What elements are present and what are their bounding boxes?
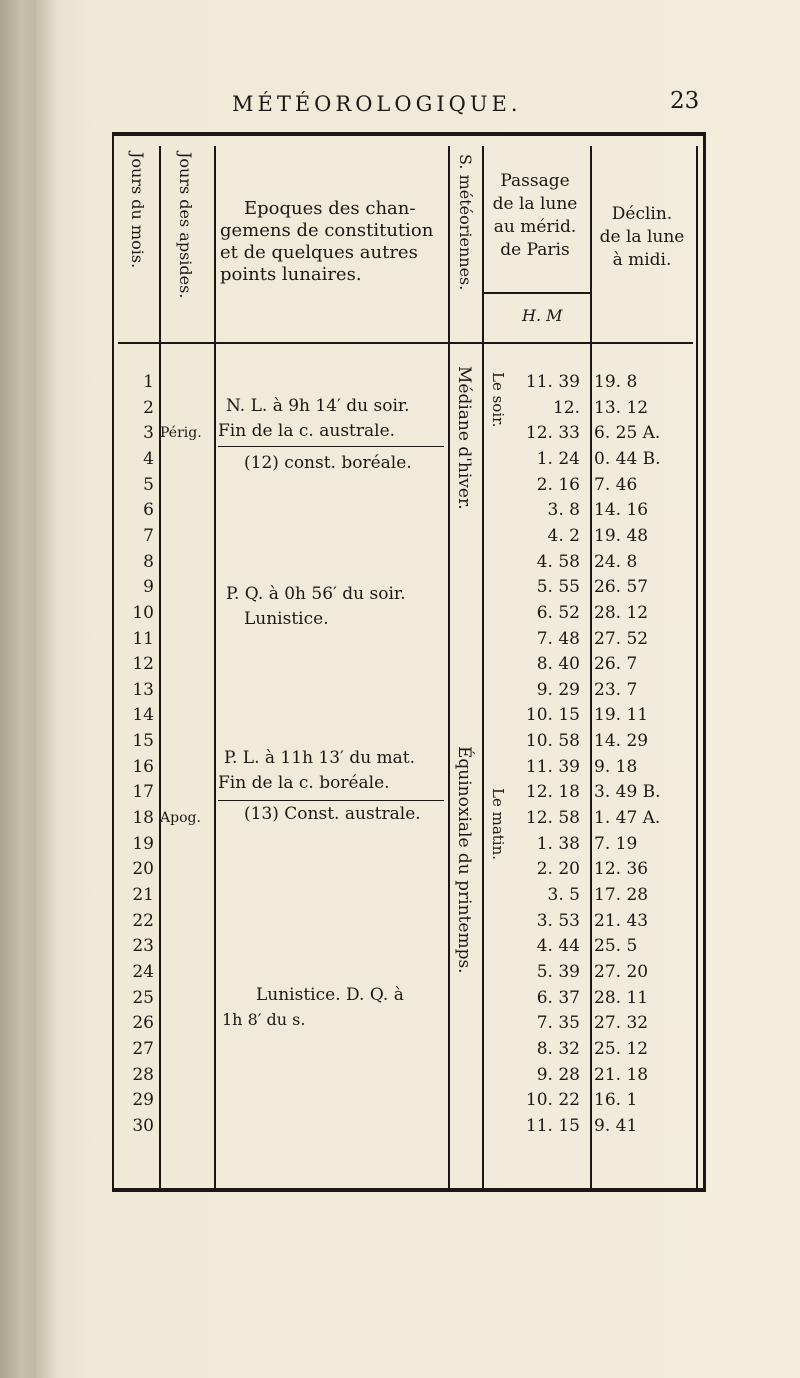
day-number: 21 <box>132 885 154 905</box>
running-title: MÉTÉOROLOGIQUE. <box>232 92 522 116</box>
header-days: Jours du mois. <box>128 152 147 269</box>
passage-time: 7. 48 <box>536 629 580 649</box>
passage-time: 3. 8 <box>547 500 580 520</box>
passage-soir-label: Le soir. <box>489 372 507 428</box>
passage-time: 1. 38 <box>536 834 580 854</box>
declination-value: 21. 43 <box>594 911 649 931</box>
day-number: 9 <box>143 577 154 597</box>
rule-after-epoques <box>448 146 450 1190</box>
page-number: 23 <box>670 88 700 114</box>
passage-time: 4. 58 <box>536 552 580 572</box>
event-lunistice-1: Lunistice. <box>244 609 329 629</box>
day-number: 10 <box>132 603 154 623</box>
header-passage <box>482 170 588 262</box>
passage-time: 2. 16 <box>536 475 580 495</box>
declination-value: 9. 18 <box>594 757 638 777</box>
day-number: 5 <box>143 475 154 495</box>
header-passage-line: de Paris <box>500 240 570 260</box>
day-number: 28 <box>132 1065 154 1085</box>
declination-value: 9. 41 <box>594 1116 638 1136</box>
day-number: 8 <box>143 552 154 572</box>
declination-value: 28. 12 <box>594 603 649 623</box>
event-lunistice-2: Lunistice. D. Q. à <box>256 985 404 1005</box>
passage-time: 7. 35 <box>536 1013 580 1033</box>
event-new-moon: N. L. à 9h 14′ du soir. <box>226 396 410 416</box>
header-epoques-line: gemens de constitution <box>220 220 434 241</box>
declination-value: 25. 5 <box>594 936 638 956</box>
declination-value: 12. 36 <box>594 859 649 879</box>
declination-value: 19. 11 <box>594 705 649 725</box>
header-epoques-line: et de quelques autres <box>220 242 418 263</box>
passage-time: 8. 32 <box>536 1039 580 1059</box>
declination-value: 13. 12 <box>594 398 649 418</box>
smet-equinoxiale-label: Équinoxiale du printemps. <box>454 746 474 974</box>
passage-time: 8. 40 <box>536 654 580 674</box>
day-number: 27 <box>132 1039 154 1059</box>
day-number: 12 <box>132 654 154 674</box>
passage-matin-label: Le matin. <box>489 788 507 861</box>
passage-time: 9. 28 <box>536 1065 580 1085</box>
rule-inner-right <box>696 146 698 1190</box>
passage-time: 10. 22 <box>525 1090 580 1110</box>
event-underline <box>218 800 444 801</box>
declination-value: 25. 12 <box>594 1039 649 1059</box>
passage-time: 1. 24 <box>536 449 580 469</box>
header-declin-line: de la lune <box>599 227 685 247</box>
declination-value: 17. 28 <box>594 885 649 905</box>
day-number: 16 <box>132 757 154 777</box>
smet-mediane-label: Médiane d'hiver. <box>454 366 474 510</box>
declination-value: 21. 18 <box>594 1065 649 1085</box>
event-end-boreale: Fin de la c. boréale. <box>218 773 390 793</box>
header-passage-line: au mérid. <box>493 217 577 237</box>
day-number: 17 <box>132 782 154 802</box>
declination-value: 23. 7 <box>594 680 638 700</box>
passage-time: 12. 33 <box>525 423 580 443</box>
passage-time: 2. 20 <box>536 859 580 879</box>
event-underline <box>218 446 444 447</box>
passage-time: 10. 58 <box>525 731 580 751</box>
day-number: 7 <box>143 526 154 546</box>
header-passage-unit: H. M <box>522 306 563 325</box>
header-declin-line: Déclin. <box>611 204 673 224</box>
declination-value: 6. 25 A. <box>594 423 661 443</box>
passage-time: 9. 29 <box>536 680 580 700</box>
event-full-moon: P. L. à 11h 13′ du mat. <box>224 748 416 768</box>
declination-value: 7. 46 <box>594 475 638 495</box>
day-number: 6 <box>143 500 154 520</box>
apsid-marker: Apog. <box>160 810 201 826</box>
declination-value: 27. 52 <box>594 629 649 649</box>
day-number: 25 <box>132 988 154 1008</box>
day-number: 3 <box>143 423 154 443</box>
declination-value: 14. 16 <box>594 500 649 520</box>
header-epoques-line: Epoques des chan- <box>244 198 416 219</box>
passage-time: 5. 55 <box>536 577 580 597</box>
passage-time: 4. 2 <box>547 526 580 546</box>
header-epoques-line: points lunaires. <box>220 264 362 285</box>
declination-value: 3. 49 B. <box>594 782 661 802</box>
passage-time: 5. 39 <box>536 962 580 982</box>
header-passage-line: Passage <box>500 171 570 191</box>
declination-value: 14. 29 <box>594 731 649 751</box>
declination-value: 24. 8 <box>594 552 638 572</box>
declination-value: 27. 32 <box>594 1013 649 1033</box>
header-bottom-rule <box>118 342 693 344</box>
event-end-austral: Fin de la c. australe. <box>218 421 396 441</box>
header-passage-line: de la lune <box>492 194 578 214</box>
passage-time: 10. 15 <box>525 705 580 725</box>
passage-time: 4. 44 <box>536 936 580 956</box>
book-binding <box>0 0 36 1378</box>
declination-value: 1. 47 A. <box>594 808 661 828</box>
day-number: 26 <box>132 1013 154 1033</box>
day-number: 11 <box>132 629 154 649</box>
rule-after-days <box>159 146 161 1190</box>
event-const-boreale: (12) const. boréale. <box>244 453 412 473</box>
day-number: 19 <box>132 834 154 854</box>
passage-time: 6. 37 <box>536 988 580 1008</box>
day-number: 18 <box>132 808 154 828</box>
passage-time: 6. 52 <box>536 603 580 623</box>
declination-value: 0. 44 B. <box>594 449 661 469</box>
rule-after-apsides <box>214 146 216 1190</box>
day-number: 14 <box>132 705 154 725</box>
day-number: 24 <box>132 962 154 982</box>
day-number: 13 <box>132 680 154 700</box>
passage-time: 3. 5 <box>547 885 580 905</box>
day-number: 15 <box>132 731 154 751</box>
day-number: 22 <box>132 911 154 931</box>
passage-time: 11. 39 <box>525 372 580 392</box>
day-number: 1 <box>143 372 154 392</box>
day-number: 23 <box>132 936 154 956</box>
passage-time: 3. 53 <box>536 911 580 931</box>
declination-value: 7. 19 <box>594 834 638 854</box>
header-declin-line: à midi. <box>612 250 672 270</box>
day-number: 30 <box>132 1116 154 1136</box>
header-epoques <box>220 198 448 286</box>
declination-value: 19. 8 <box>594 372 638 392</box>
rule-after-smet <box>482 146 484 1190</box>
event-first-quarter: P. Q. à 0h 56′ du soir. <box>226 584 406 604</box>
declination-value: 28. 11 <box>594 988 649 1008</box>
declination-value: 19. 48 <box>594 526 649 546</box>
declination-value: 27. 20 <box>594 962 649 982</box>
declination-value: 26. 57 <box>594 577 649 597</box>
passage-time: 11. 39 <box>525 757 580 777</box>
rule-after-passage <box>590 146 592 1190</box>
day-number: 4 <box>143 449 154 469</box>
day-number: 2 <box>143 398 154 418</box>
event-const-australe: (13) Const. australe. <box>244 804 421 824</box>
header-s-meteoriennes: S. météoriennes. <box>456 154 475 291</box>
header-apsides: Jours des apsides. <box>176 152 195 299</box>
day-number: 29 <box>132 1090 154 1110</box>
passage-time: 12. 18 <box>525 782 580 802</box>
passage-unit-rule <box>484 292 590 294</box>
passage-time: 12. <box>552 398 580 418</box>
passage-time: 11. 15 <box>525 1116 580 1136</box>
declination-value: 16. 1 <box>594 1090 638 1110</box>
header-declin <box>592 203 692 272</box>
declination-value: 26. 7 <box>594 654 638 674</box>
passage-time: 12. 58 <box>525 808 580 828</box>
day-number: 20 <box>132 859 154 879</box>
apsid-marker: Périg. <box>160 425 202 441</box>
event-last-quarter: 1h 8′ du s. <box>222 1010 306 1029</box>
